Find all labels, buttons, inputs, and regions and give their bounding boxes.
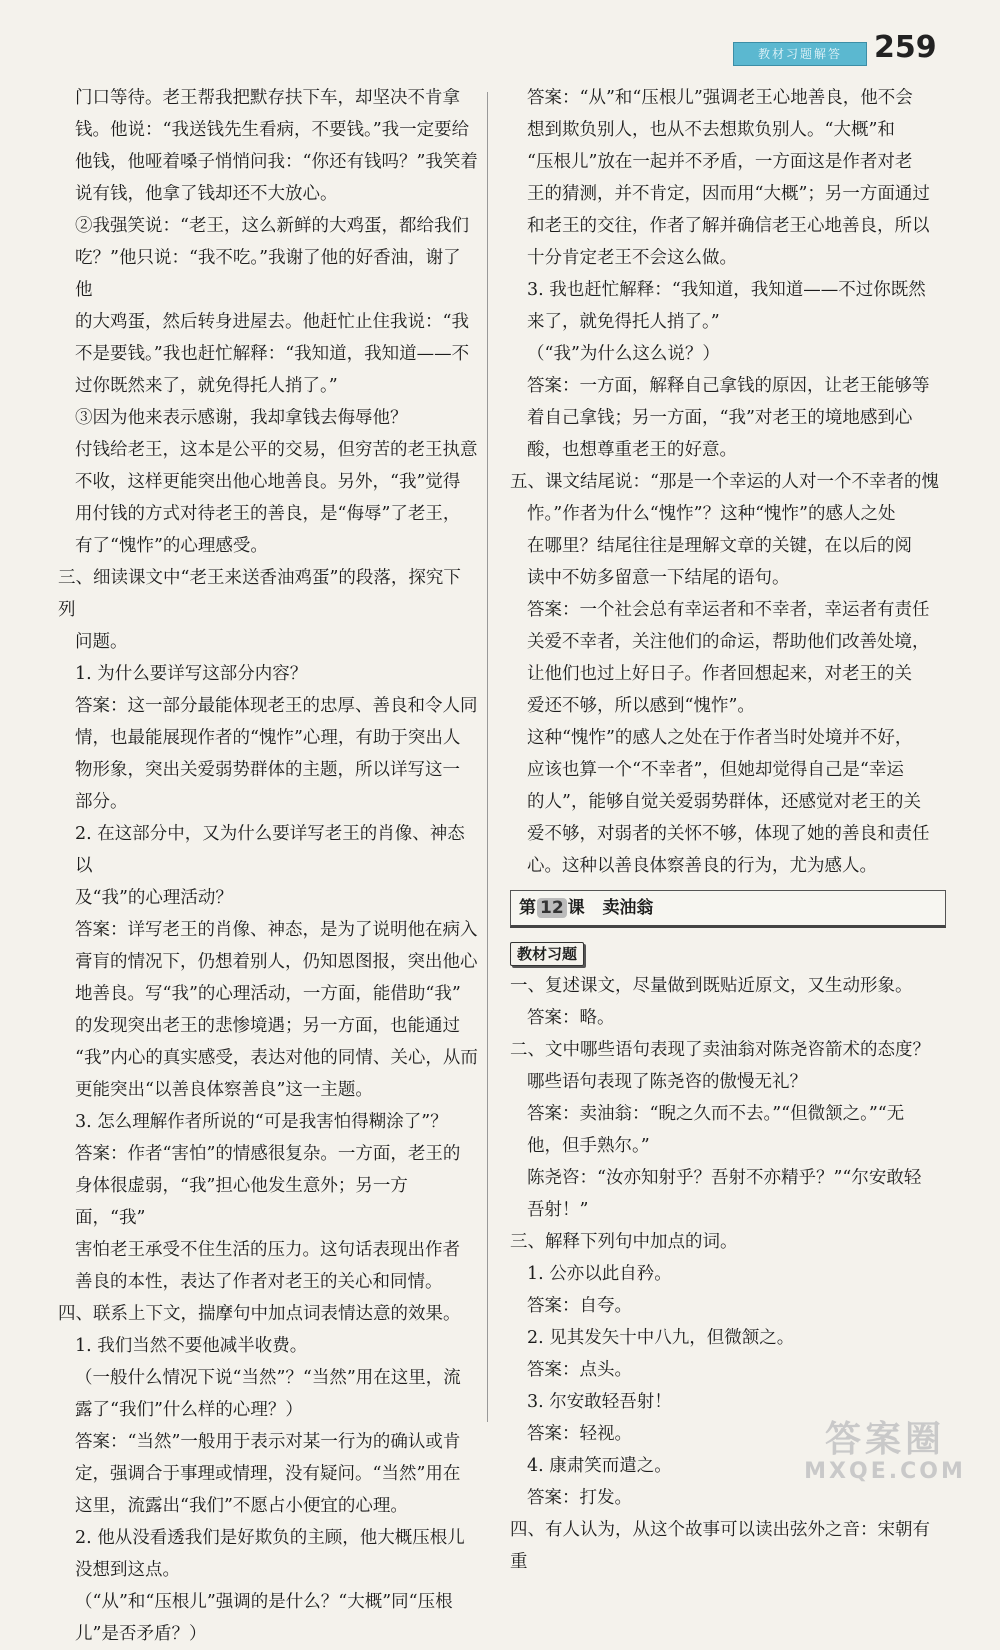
watermark-url: MXQE.COM xyxy=(804,1459,966,1484)
text-line: 答案：一方面，解释自己拿钱的原因，让老王能够等 xyxy=(527,376,930,396)
text-line: 露了“我们”什么样的心理？） xyxy=(75,1400,303,1420)
text-line: 在哪里？结尾往往是理解文章的关键，在以后的阅 xyxy=(527,536,912,556)
text-line: 答案：轻视。 xyxy=(527,1424,632,1444)
text-line: 过你既然来了，就免得托人捎了。” xyxy=(75,376,338,396)
text-line: 部分。 xyxy=(75,792,128,812)
text-line: 他，但手熟尔。” xyxy=(527,1136,650,1156)
text-line: 四、有人认为，从这个故事可以读出弦外之音：宋朝有重 xyxy=(510,1520,930,1572)
text-line: 答案：“当然”一般用于表示对某一行为的确认或肯 xyxy=(75,1432,461,1452)
text-line: 用付钱的方式对待老王的善良，是“侮辱”了老王， xyxy=(75,504,461,524)
text-line: 来了，就免得托人捎了。” xyxy=(527,312,720,332)
right-column-bottom-text xyxy=(510,970,946,1578)
text-line: 心。这种以善良体察善良的行为，尤为感人。 xyxy=(527,856,877,876)
text-line: 答案：略。 xyxy=(527,1008,615,1028)
text-line: 答案：卖油翁：“睨之久而不去。”“但微颔之。”“无 xyxy=(527,1104,905,1124)
text-line: 的大鸡蛋，然后转身进屋去。他赶忙止住我说：“我 xyxy=(75,312,469,332)
text-line: 地善良。写“我”的心理活动，一方面，能借助“我” xyxy=(75,984,461,1004)
text-line: 不收，这样更能突出他心地善良。另外，“我”觉得 xyxy=(75,472,461,492)
text-line: 爱不够，对弱者的关怀不够，体现了她的善良和责任 xyxy=(527,824,930,844)
text-line: 2. 在这部分中，又为什么要详写老王的肖像、神态以 xyxy=(75,824,465,876)
text-line: 四、联系上下文，揣摩句中加点词表情达意的效果。 xyxy=(58,1304,461,1324)
text-line: 3. 怎么理解作者所说的“可是我害怕得糊涂了”？ xyxy=(75,1112,448,1132)
text-line: 酸，也想尊重老王的好意。 xyxy=(527,440,737,460)
exercise-tag: 教材习题 xyxy=(510,942,584,966)
text-line: 二、文中哪些语句表现了卖油翁对陈尧咨箭术的态度？ xyxy=(510,1040,930,1060)
text-line: “压根儿”放在一起并不矛盾，一方面这是作者对老 xyxy=(527,152,913,172)
lesson-number: 12 xyxy=(537,898,567,918)
text-line: 钱。他说：“我送钱先生看病，不要钱。”我一定要给 xyxy=(75,120,470,140)
text-line: 吃？”他只说：“我不吃。”我谢了他的好香油，谢了他 xyxy=(75,248,461,300)
text-line: 爱还不够，所以感到“愧怍”。 xyxy=(527,696,755,716)
text-line: 答案：打发。 xyxy=(527,1488,632,1508)
text-line: 付钱给老王，这本是公平的交易，但穷苦的老王执意 xyxy=(75,440,478,460)
page-number: 259 xyxy=(874,30,937,65)
text-line: 答案：这一部分最能体现老王的忠厚、善良和令人同 xyxy=(75,696,478,716)
text-line: 不是要钱。”我也赶忙解释：“我知道，我知道——不 xyxy=(75,344,470,364)
column-divider xyxy=(487,92,488,1422)
right-column xyxy=(510,82,946,1578)
text-line: 三、解释下列句中加点的词。 xyxy=(510,1232,738,1252)
text-line: 陈尧咨：“汝亦知射乎？吾射不亦精乎？”“尔安敢轻 xyxy=(527,1168,922,1188)
text-line: 读中不妨多留意一下结尾的语句。 xyxy=(527,568,790,588)
text-line: 情，也最能展现作者的“愧怍”心理，有助于突出人 xyxy=(75,728,461,748)
text-line: 关爱不幸者，关注他们的命运，帮助他们改善处境， xyxy=(527,632,930,652)
text-line: ③因为他来表示感谢，我却拿钱去侮辱他？ xyxy=(75,408,408,428)
text-line: 及“我”的心理活动？ xyxy=(75,888,233,908)
text-line: 让他们也过上好日子。作者回想起来，对老王的关 xyxy=(527,664,912,684)
text-line: 答案：一个社会总有幸运者和不幸者，幸运者有责任 xyxy=(527,600,930,620)
text-line: 王的猜测，并不肯定，因而用“大概”；另一方面通过 xyxy=(527,184,930,204)
left-column xyxy=(58,82,478,1650)
text-line: 答案：“从”和“压根儿”强调老王心地善良，他不会 xyxy=(527,88,913,108)
text-line: 2. 他从没看透我们是好欺负的主顾，他大概压根儿 xyxy=(75,1528,465,1548)
text-line: “我”内心的真实感受，表达对他的同情、关心，从而 xyxy=(75,1048,478,1068)
text-line: （一般什么情况下说“当然”？“当然”用在这里，流 xyxy=(75,1368,461,1388)
lesson-suffix: 课 xyxy=(567,898,585,918)
text-line: （“从”和“压根儿”强调的是什么？“大概”同“压根 xyxy=(75,1592,453,1612)
lesson-prefix: 第 xyxy=(519,898,536,918)
text-line: 怍。”作者为什么“愧怍”？这种“愧怍”的感人之处 xyxy=(527,504,896,524)
text-line: 答案：详写老王的肖像、神态，是为了说明他在病入 xyxy=(75,920,478,940)
text-line: 儿”是否矛盾？） xyxy=(75,1624,207,1644)
text-line: 的发现突出老王的悲惨境遇；另一方面，也能通过 xyxy=(75,1016,460,1036)
text-line: 2. 见其发矢十中八九，但微颔之。 xyxy=(527,1328,795,1348)
text-line: 没想到这点。 xyxy=(75,1560,180,1580)
text-line: 问题。 xyxy=(75,632,128,652)
text-line: 1. 公亦以此自矜。 xyxy=(527,1264,672,1284)
right-column-top-text xyxy=(510,82,946,882)
text-line: ②我强笑说：“老王，这么新鲜的大鸡蛋，都给我们 xyxy=(75,216,469,236)
text-line: 门口等待。老王帮我把默存扶下车，却坚决不肯拿 xyxy=(75,88,460,108)
text-line: 物形象，突出关爱弱势群体的主题，所以详写这一 xyxy=(75,760,460,780)
text-line: 有了“愧怍”的心理感受。 xyxy=(75,536,268,556)
text-line: 和老王的交往，作者了解并确信老王心地善良，所以 xyxy=(527,216,930,236)
text-line: 他钱，他哑着嗓子悄悄问我：“你还有钱吗？”我笑着 xyxy=(75,152,478,172)
text-line: 十分肯定老王不会这么做。 xyxy=(527,248,737,268)
text-line: 身体很虚弱，“我”担心他发生意外；另一方面，“我” xyxy=(75,1176,408,1228)
text-line: 定，强调合于事理或情理，没有疑问。“当然”用在 xyxy=(75,1464,461,1484)
text-line: 着自己拿钱；另一方面，“我”对老王的境地感到心 xyxy=(527,408,913,428)
lesson-heading xyxy=(510,890,946,928)
lesson-title: 卖油翁 xyxy=(602,898,654,918)
text-line: 3. 我也赶忙解释：“我知道，我知道——不过你既然 xyxy=(527,280,926,300)
text-line: 1. 我们当然不要他减半收费。 xyxy=(75,1336,308,1356)
text-line: （“我”为什么这么说？） xyxy=(527,344,720,364)
text-line: 答案：自夸。 xyxy=(527,1296,632,1316)
text-line: 想到欺负别人，也从不去想欺负别人。“大概”和 xyxy=(527,120,895,140)
site-watermark xyxy=(790,1420,980,1485)
text-line: 更能突出“以善良体察善良”这一主题。 xyxy=(75,1080,373,1100)
text-line: 哪些语句表现了陈尧咨的傲慢无礼？ xyxy=(527,1072,807,1092)
text-line: 4. 康肃笑而遣之。 xyxy=(527,1456,672,1476)
text-line: 这里，流露出“我们”不愿占小便宜的心理。 xyxy=(75,1496,408,1516)
text-line: 一、复述课文，尽量做到既贴近原文，又生动形象。 xyxy=(510,976,913,996)
book-section-badge: 教材习题解答 xyxy=(733,42,867,66)
text-line: 膏肓的情况下，仍想着别人，仍知恩图报，突出他心 xyxy=(75,952,478,972)
text-line: 三、细读课文中“老王来送香油鸡蛋”的段落，探究下列 xyxy=(58,568,461,620)
text-line: 答案：点头。 xyxy=(527,1360,632,1380)
text-line: 这种“愧怍”的感人之处在于作者当时处境并不好， xyxy=(527,728,913,748)
text-line: 应该也算一个“不幸者”，但她却觉得自己是“幸运 xyxy=(527,760,904,780)
text-line: 1. 为什么要详写这部分内容？ xyxy=(75,664,308,684)
watermark-logo-text: 答案圈 xyxy=(824,1419,945,1460)
text-line: 五、课文结尾说：“那是一个幸运的人对一个不幸者的愧 xyxy=(510,472,939,492)
text-line: 善良的本性，表达了作者对老王的关心和同情。 xyxy=(75,1272,443,1292)
text-line: 害怕老王承受不住生活的压力。这句话表现出作者 xyxy=(75,1240,460,1260)
text-line: 答案：作者“害怕”的情感很复杂。一方面，老王的 xyxy=(75,1144,461,1164)
text-line: 说有钱，他拿了钱却还不大放心。 xyxy=(75,184,338,204)
text-line: 3. 尔安敢轻吾射！ xyxy=(527,1392,672,1412)
text-line: 吾射！” xyxy=(527,1200,589,1220)
text-line: 的人”，能够自觉关爱弱势群体，还感觉对老王的关 xyxy=(527,792,921,812)
